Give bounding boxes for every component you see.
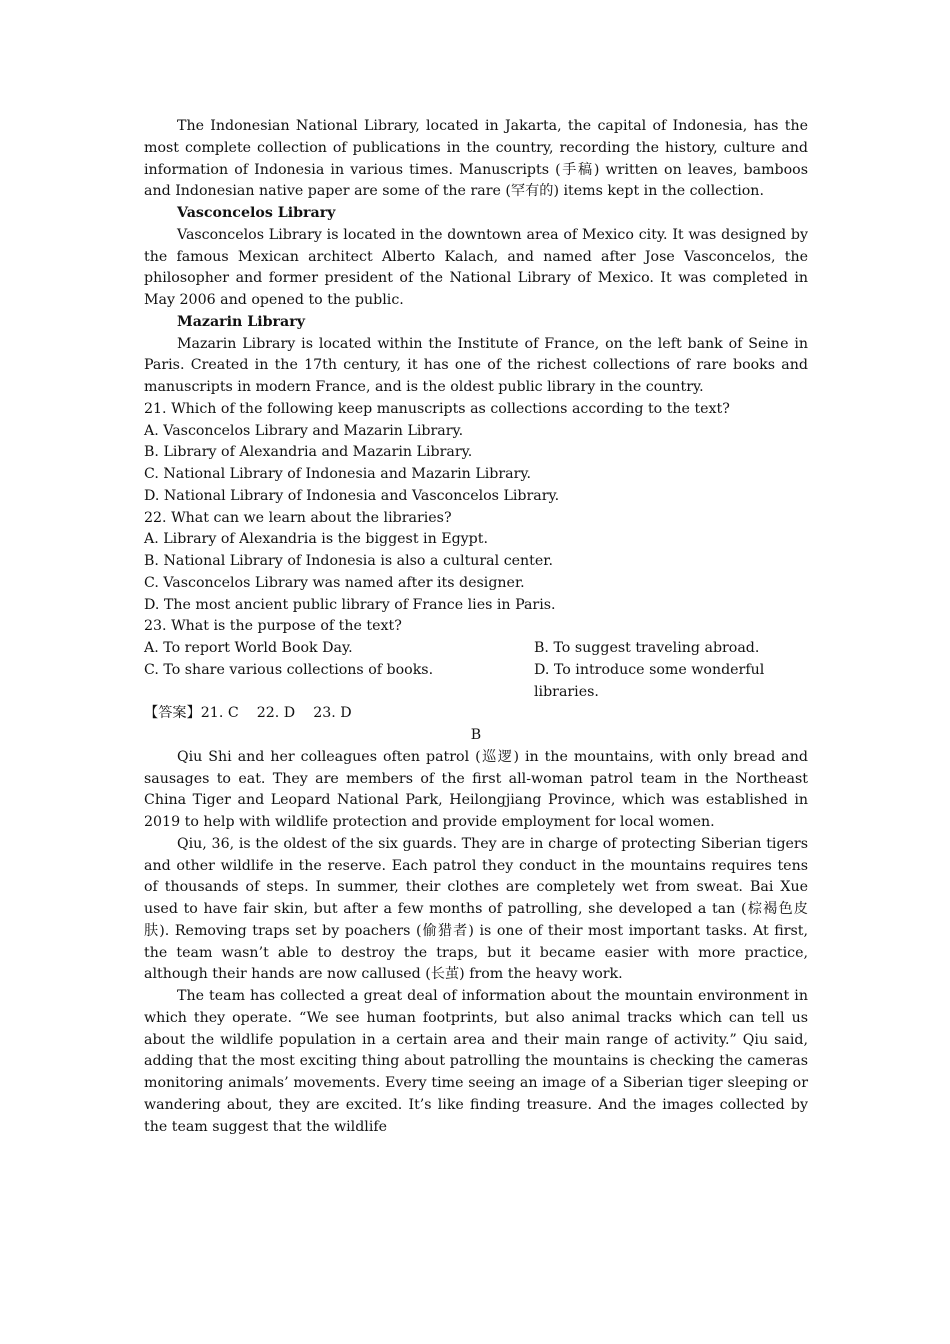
- library-text-mazarin: Mazarin Library is located within the Institute of France, on the left bank of Seine in Paris. Created in the 17th century, it has one of the richest collections of rare books and manuscripts in modern France, and is the oldest public library in the country.: [144, 335, 808, 395]
- option-row: [144, 660, 808, 704]
- option-row: [144, 638, 808, 660]
- section-b-paragraph-3: The team has collected a great deal of information about the mountain environment in which they operate. “We see human footprints, but also animal tracks which can tell us about the wildlife population in a certain area and their main range of activity.” Qiu said, adding that the most exciting thing about patrolling the mountains is checking the cameras monitoring animals’ movements. Every time seeing an image of a Siberian tiger sleeping or wandering about, they are excited. It’s like finding treasure. And the images collected by the team suggest that the wildlife: [144, 988, 808, 1135]
- question-stem: 23. What is the purpose of the text?: [144, 618, 402, 635]
- answer-line: [144, 703, 808, 725]
- question-21: [144, 399, 808, 508]
- question-stem: 21. Which of the following keep manuscripts as collections according to the text?: [144, 400, 730, 417]
- library-heading-mazarin: Mazarin Library: [177, 313, 305, 330]
- answer-label: 【答案】: [144, 705, 201, 722]
- option-b: B. National Library of Indonesia is also a cultural center.: [144, 553, 553, 569]
- answer-value: 21. C 22. D 23. D: [200, 705, 352, 722]
- option-c: C. To share various collections of books.: [144, 661, 434, 678]
- section-b-paragraph-2: Qiu, 36, is the oldest of the six guards. They are in charge of protecting Siberian tigers and other wildlife in the reserve. Each patrol they conduct in the mountains requires tens of thousands of steps. In summer, their clothes are completely wet from sweat. Bai Xue used to have fair skin, but after a few months of patrolling, she developed a tan (棕褐色皮肤). Removing traps set by poachers (偷猎者) is one of their most important tasks. At first, the team wasn’t able to destroy the traps, but it became easier with more practice, although their hands are now callused (长茧) from the heavy work.: [144, 835, 808, 983]
- library-heading-vasconcelos: Vasconcelos Library: [177, 205, 336, 221]
- library-text-vasconcelos: Vasconcelos Library is located in the downtown area of Mexico city. It was designed by the famous Mexican architect Alberto Kalach, and named after Jose Vasconcelos, the philosopher and former president of the National Library of Mexico. It was completed in May 2006 and opened to the public.: [144, 226, 808, 308]
- option-a: A. Vasconcelos Library and Mazarin Library.: [144, 422, 464, 439]
- option-a: A. Library of Alexandria is the biggest in Egypt.: [144, 531, 488, 548]
- question-22: [144, 508, 808, 617]
- option-d: D. To introduce some wonderful libraries.: [534, 661, 765, 700]
- option-d: D. The most ancient public library of France lies in Paris.: [144, 596, 556, 613]
- intro-paragraph: The Indonesian National Library, located in Jakarta, the capital of Indonesia, has the most complete collection of publications in the country, recording the history, culture and information of Indonesia in various times. Manuscripts (手稿) written on leaves, bamboos and Indonesian native paper are some of the rare (罕有的) items kept in the collection.: [144, 118, 808, 200]
- document-page: [144, 116, 808, 1138]
- question-stem: 22. What can we learn about the libraries?: [144, 509, 452, 526]
- option-b: B. Library of Alexandria and Mazarin Library.: [144, 444, 473, 461]
- section-letter: B: [470, 727, 482, 743]
- question-23: [144, 616, 808, 703]
- option-c: C. Vasconcelos Library was named after its designer.: [144, 574, 525, 591]
- option-c: C. National Library of Indonesia and Mazarin Library.: [144, 466, 532, 482]
- option-d: D. National Library of Indonesia and Vasconcelos Library.: [144, 487, 560, 504]
- option-b: B. To suggest traveling abroad.: [534, 640, 760, 656]
- section-b-paragraph-1: Qiu Shi and her colleagues often patrol (巡逻) in the mountains, with only bread and sausages to eat. They are members of the first all-woman patrol team in the Northeast China Tiger and Leopard National Park, Heilongjiang Province, which was established in 2019 to help with wildlife protection and provide employment for local women.: [144, 748, 808, 830]
- option-a: A. To report World Book Day.: [144, 640, 353, 656]
